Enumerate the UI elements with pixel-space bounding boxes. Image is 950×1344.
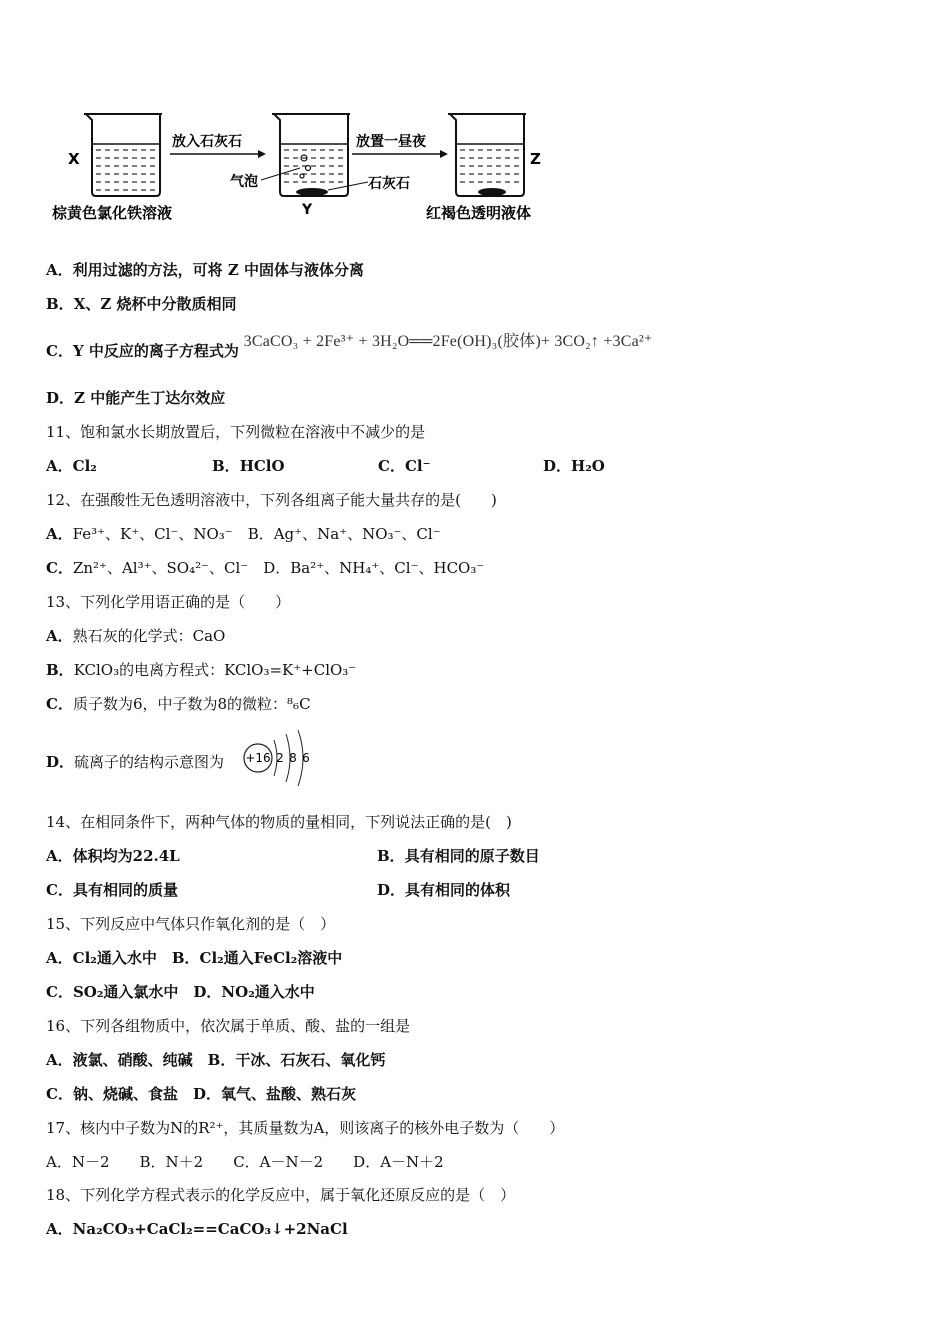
q11-option-c: C．Cl⁻ — [378, 457, 431, 475]
q15-options-ab: A．Cl₂通入水中 B．Cl₂通入FeCl₂溶液中 — [46, 949, 343, 967]
q14-option-c: C．具有相同的质量 — [46, 881, 178, 899]
shell-1-electrons: 2 — [276, 751, 284, 765]
beaker-z — [448, 114, 526, 196]
q12-options-ab: A．Fe³⁺、K⁺、Cl⁻、NO₃⁻ B．Ag⁺、Na⁺、NO₃⁻、Cl⁻ — [46, 525, 441, 543]
q13-option-b: B．KClO₃的电离方程式：KClO₃=K⁺+ClO₃⁻ — [46, 661, 357, 679]
q13-option-c: C．质子数为6，中子数为8的微粒：⁸₆C — [46, 695, 311, 713]
q11-option-a: A．Cl₂ — [46, 457, 97, 475]
q16-stem: 16、下列各组物质中，依次属于单质、酸、盐的一组是 — [46, 1017, 411, 1035]
label-y: Y — [302, 202, 313, 218]
q15-options-cd: C．SO₂通入氯水中 D．NO₂通入水中 — [46, 983, 315, 1001]
q18-stem: 18、下列化学方程式表示的化学反应中，属于氧化还原反应的是（ ） — [46, 1186, 516, 1204]
label-z: Z — [530, 150, 541, 168]
label-x: X — [68, 150, 80, 168]
q16-options-ab: A．液氯、硝酸、纯碱 B．干冰、石灰石、氧化钙 — [46, 1051, 386, 1069]
arrow2-label: 放置一昼夜 — [356, 134, 426, 150]
q14-option-a: A．体积均为22.4L — [46, 847, 180, 865]
q10-option-b: B．X、Z 烧杯中分散质相同 — [46, 295, 237, 313]
q18-option-a: A．Na₂CO₃+CaCl₂==CaCO₃↓+2NaCl — [46, 1220, 348, 1238]
q14-option-b: B．具有相同的原子数目 — [377, 847, 540, 865]
q10-option-a: A．利用过滤的方法，可将 Z 中固体与液体分离 — [46, 261, 365, 279]
q11-option-d: D．H₂O — [543, 457, 605, 475]
beaker-figure — [46, 100, 566, 230]
ionic-equation: 3CaCO₃ + 2Fe³⁺ + 3H₂O══2Fe(OH)₃(胶体)+ 3CO₂↑ +3Ca²⁺ — [243, 333, 653, 350]
caption-left: 棕黄色氯化铁溶液 — [52, 204, 173, 222]
shell-3-electrons: 6 — [302, 751, 310, 765]
q13-stem: 13、下列化学用语正确的是（ ） — [46, 593, 291, 611]
shell-2-electrons: 8 — [289, 751, 297, 765]
sulfur-ion-diagram — [240, 726, 320, 786]
q12-stem: 12、在强酸性无色透明溶液中，下列各组离子能大量共存的是( ) — [46, 491, 497, 509]
q10-option-c: C．Y 中反应的离子方程式为 3CaCO₃ + 2Fe³⁺ + 3H₂O══2Fe(OH)₃(胶体)+ 3CO₂↑ +3Ca²⁺ — [46, 333, 653, 360]
bubble-label: 气泡 — [230, 174, 258, 190]
q14-stem: 14、在相同条件下，两种气体的物质的量相同，下列说法正确的是( ) — [46, 813, 512, 831]
beaker-x — [84, 114, 162, 196]
q13-option-a: A．熟石灰的化学式：CaO — [46, 627, 226, 645]
limestone-label: 石灰石 — [368, 176, 410, 192]
caption-right: 红褐色透明液体 — [426, 204, 532, 222]
q17-stem: 17、核内中子数为N的R²⁺，其质量数为A，则该离子的核外电子数为（ ） — [46, 1119, 565, 1137]
arrow1-label: 放入石灰石 — [172, 134, 242, 150]
q10-option-d: D．Z 中能产生丁达尔效应 — [46, 389, 226, 407]
q16-options-cd: C．钠、烧碱、食盐 D．氧气、盐酸、熟石灰 — [46, 1085, 356, 1103]
q17-options: A．N－2 B．N＋2 C．A－N－2 D．A－N＋2 — [46, 1153, 444, 1171]
beaker-y — [272, 114, 350, 196]
q14-option-d: D．具有相同的体积 — [377, 881, 511, 899]
nucleus-charge: +16 — [245, 751, 271, 765]
q11-stem: 11、饱和氯水长期放置后，下列微粒在溶液中不减少的是 — [46, 423, 426, 441]
q13-option-d: D．硫离子的结构示意图为 — [46, 753, 225, 771]
q15-stem: 15、下列反应中气体只作氧化剂的是（ ） — [46, 915, 336, 933]
q12-options-cd: C．Zn²⁺、Al³⁺、SO₄²⁻、Cl⁻ D．Ba²⁺、NH₄⁺、Cl⁻、HCO₃⁻ — [46, 559, 485, 577]
q11-option-b: B．HClO — [212, 457, 285, 475]
